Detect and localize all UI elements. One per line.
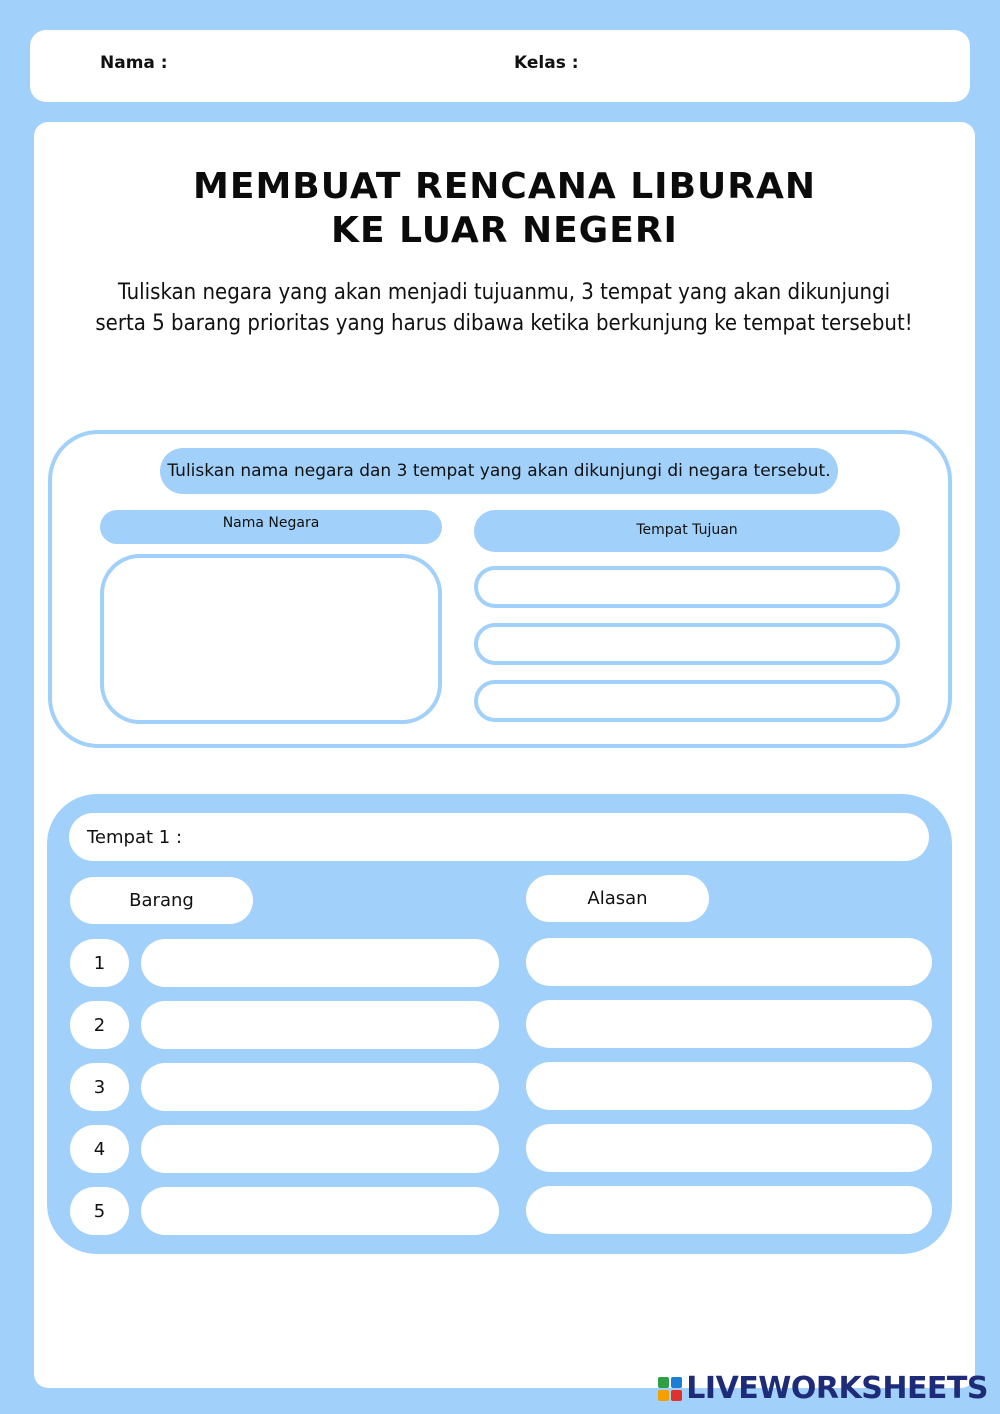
place-field-3 <box>474 680 900 722</box>
title-line-2: KE LUAR NEGERI <box>331 210 678 251</box>
country-input[interactable] <box>104 558 438 720</box>
reason-field-3 <box>526 1062 932 1110</box>
item-number-2: 2 <box>70 1001 129 1049</box>
place-input-1[interactable] <box>478 570 896 604</box>
items-header: Barang <box>70 877 253 924</box>
country-instruction: Tuliskan nama negara dan 3 tempat yang akan dikunjungi di negara tersebut. <box>160 448 838 494</box>
reason-header: Alasan <box>526 875 709 922</box>
place-field-1 <box>474 566 900 608</box>
reason-field-1 <box>526 938 932 986</box>
item-field-5 <box>141 1187 499 1235</box>
item-input-3[interactable] <box>141 1063 499 1111</box>
name-class-bar <box>30 30 970 102</box>
logo-tiles-icon <box>658 1377 682 1401</box>
items-section <box>47 794 952 1254</box>
item-number-5: 5 <box>70 1187 129 1235</box>
worksheet-card <box>34 122 975 1388</box>
place-1-input[interactable] <box>182 813 929 861</box>
item-field-2 <box>141 1001 499 1049</box>
item-field-4 <box>141 1125 499 1173</box>
class-label: Kelas : <box>514 53 579 73</box>
country-input-box <box>100 554 442 724</box>
item-input-4[interactable] <box>141 1125 499 1173</box>
place-field-2 <box>474 623 900 665</box>
class-input[interactable] <box>590 44 940 88</box>
place-input-2[interactable] <box>478 627 896 661</box>
item-number-1: 1 <box>70 939 129 987</box>
reason-input-2[interactable] <box>526 1000 932 1048</box>
place-1-row <box>69 813 929 861</box>
reason-field-5 <box>526 1186 932 1234</box>
title-line-1: MEMBUAT RENCANA LIBURAN <box>193 166 816 207</box>
item-number-3: 3 <box>70 1063 129 1111</box>
item-input-5[interactable] <box>141 1187 499 1235</box>
item-input-2[interactable] <box>141 1001 499 1049</box>
reason-input-5[interactable] <box>526 1186 932 1234</box>
place-input-3[interactable] <box>478 684 896 718</box>
reason-input-4[interactable] <box>526 1124 932 1172</box>
intro-text: Tuliskan negara yang akan menjadi tujuanmu, 3 tempat yang akan dikunjungi serta 5 barang prioritas yang harus dibawa ketika berkunjung ke tempat tersebut! <box>95 280 913 336</box>
country-section <box>48 430 952 748</box>
reason-input-3[interactable] <box>526 1062 932 1110</box>
name-input[interactable] <box>170 44 500 88</box>
place-1-label: Tempat 1 : <box>87 826 183 848</box>
item-input-1[interactable] <box>141 939 499 987</box>
item-number-4: 4 <box>70 1125 129 1173</box>
reason-field-4 <box>526 1124 932 1172</box>
liveworksheets-logo <box>658 1371 988 1406</box>
places-header: Tempat Tujuan <box>474 510 900 552</box>
reason-field-2 <box>526 1000 932 1048</box>
item-field-3 <box>141 1063 499 1111</box>
item-field-1 <box>141 939 499 987</box>
country-header: Nama Negara <box>100 510 442 544</box>
logo-text: LIVEWORKSHEETS <box>686 1371 988 1406</box>
reason-input-1[interactable] <box>526 938 932 986</box>
name-label: Nama : <box>100 53 168 73</box>
